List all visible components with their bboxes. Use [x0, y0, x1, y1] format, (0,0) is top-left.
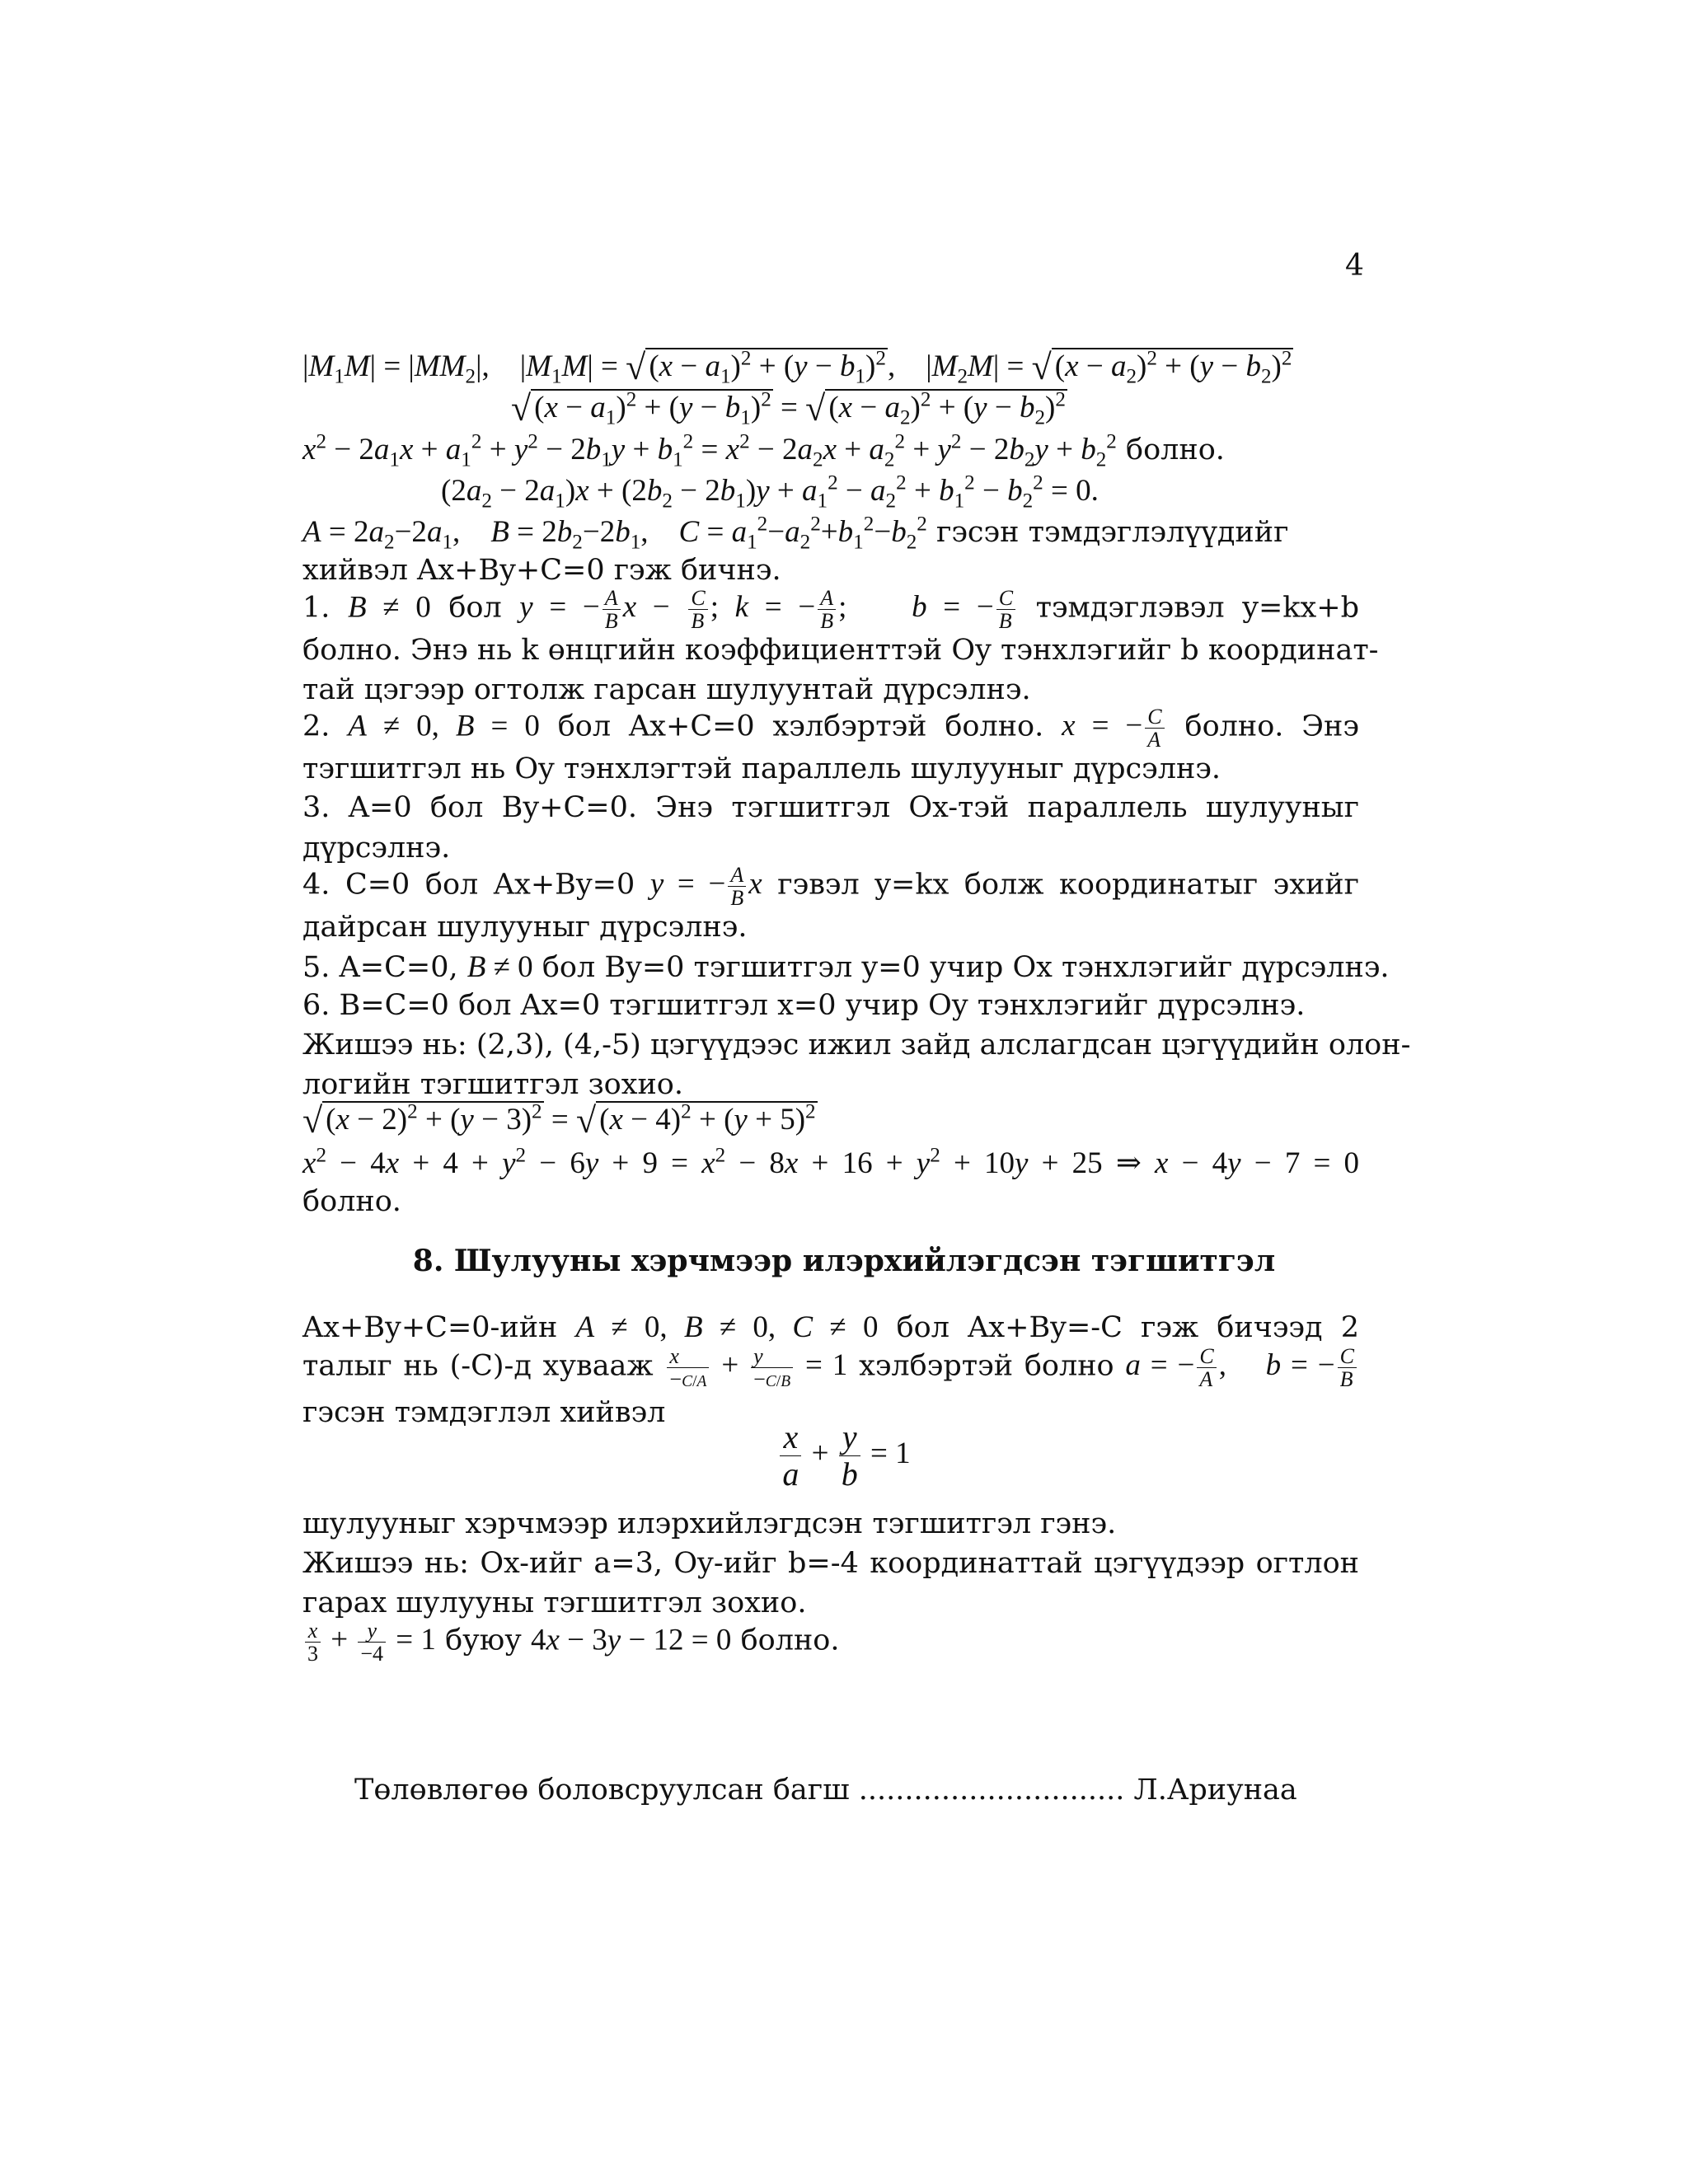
section-8-line-4: шулууныг хэрчмээр илэрхийлэгдсэн тэгшитгэл гэнэ.: [302, 1507, 1117, 1540]
section-8-line-2: талыг нь (-C)-д хувааж $\frac{x}{-C/A}$ + $\frac{y}{-C/B}$ = 1 хэлбэртэй болно a = − $\frac{C}{A}$ , b = − $\frac{C}{B}$: [302, 1345, 1359, 1391]
sqrt-equation: √ $(x - a_1)^2 + (y - b_1)^2$ = √ $(x - a_2)^2 + (y - b_2)^2$: [511, 388, 1066, 429]
case-1-line-3: тай цэгээр огтолж гарсан шулуунтай дүрсэлнэ.: [302, 673, 1031, 706]
general-form-line: хийвэл Ax+By+C=0 гэж бичнэ.: [302, 554, 781, 587]
linear-equation: $(2a_2 - 2a_1)x + (2b_2 - 2b_1)y + a_1^2 - a_2^2 + b_1^2 - b_2^2 = 0$.: [441, 471, 1099, 513]
case-2-line-2: тэгшитгэл нь Оy тэнхлэгтэй параллель шулууныг дүрсэлнэ.: [302, 752, 1221, 785]
case-5-line: 5. A=C=0, B ≠ 0 бол By=0 тэгшитгэл y=0 учир Ox тэнхлэгийг дүрсэлнэ.: [302, 950, 1390, 984]
example-2-line-2: гарах шулууны тэгшитгэл зохио.: [302, 1586, 807, 1619]
example-1-line-2: логийн тэгшитгэл зохио.: [302, 1068, 684, 1101]
example-1-line-1: Жишээ нь: (2,3), (4,-5) цэгүүдээс ижил зайд алслагдсан цэгүүдийн олон-: [302, 1029, 1411, 1062]
example-2-line-1: Жишээ нь: Ox-ийг a=3, Оy-ийг b=-4 координаттай цэгүүдээр огтлон: [302, 1547, 1359, 1580]
expanded-equation: $x^2 - 2a_1x + a_1^2 + y^2 - 2b_1y + b_1^2 = x^2 - 2a_2x + a_2^2 + y^2 - 2b_2y + b_2^2$ болно.: [302, 430, 1225, 471]
case-1-line-1: 1. B ≠ 0 бол y = − $\frac{A}{B}$ x − $\frac{C}{B}$ ; k = − $\frac{A}{B}$ ; b = − $\frac{C}{B}$ тэмдэглэвэл y=kx+b: [302, 586, 1359, 634]
example-1-end: болно.: [302, 1185, 401, 1218]
example-1-solution: $x^2 - 4x + 4 + y^2 - 6y + 9 = x^2 - 8x + 16 + y^2 + 10y + 25$ ⇒ x − 4y − 7 = 0: [302, 1144, 1360, 1180]
case-3-line-2: дүрсэлнэ.: [302, 832, 451, 865]
case-4-line-1: 4. C=0 бол Ax+By=0 y = − $\frac{A}{B}$ x гэвэл y=kx болж координатыг эхийг: [302, 863, 1359, 911]
page-number: 4: [1345, 249, 1364, 283]
intercept-form-equation: $\frac{x}{a}$ + $\frac{y}{b}$ = 1: [0, 1419, 1688, 1493]
case-2-line-1: 2. A ≠ 0, B = 0 бол Ax+C=0 хэлбэртэй болно. x = − $\frac{C}{A}$ болно. Энэ: [302, 705, 1359, 752]
section-title: 8. Шулууны хэрчмээр илэрхийлэгдсэн тэгшитгэл: [412, 1244, 1276, 1278]
abc-definitions: $A = 2a_2-2a_1$, $B = 2b_2-2b_1$, $C = a_1^2-a_2^2+b_1^2-b_2^2$ гэсэн тэмдэглэлүүдийг: [302, 513, 1289, 554]
case-6-line: 6. B=C=0 бол Ax=0 тэгшитгэл x=0 учир Оy тэнхлэгийг дүрсэлнэ.: [302, 989, 1306, 1022]
example-2-solution: $\frac{x}{3}$ + $\frac{y}{-4}$ = 1 буюу 4x − 3y − 12 = 0 болно.: [302, 1619, 839, 1666]
case-1-line-2: болно. Энэ нь k өнцгийн коэффициенттэй Оy тэнхлэгийг b координат-: [302, 634, 1379, 667]
section-8-line-3: гэсэн тэмдэглэл хийвэл: [302, 1396, 666, 1429]
section-8-line-1: Ax+By+C=0-ийн A ≠ 0, B ≠ 0, C ≠ 0 бол Ax+By=-C гэж бичээд 2: [302, 1310, 1359, 1344]
example-1-sqrt-equation: √ $(x - 2)^2 + (y - 3)^2$ = √ $(x - 4)^2 + (y + 5)^2$: [302, 1100, 816, 1141]
signature-line: Төлөвлөгөө боловсруулсан багш ............................. Л.Ариунаа: [354, 1774, 1297, 1807]
case-4-line-2: дайрсан шулууныг дүрсэлнэ.: [302, 911, 748, 944]
case-3-line-1: 3. A=0 бол By+C=0. Энэ тэгшитгэл Ox-тэй параллель шулууныг: [302, 791, 1359, 824]
distance-equation: $|M_1M| = |MM_2|$, $|M_1M|$ = √ $(x - a_1)^2 + (y - b_1)^2$, $|M_2M|$ = √ $(x - a_2)^2 + (y - b_2)^2$: [302, 347, 1292, 388]
